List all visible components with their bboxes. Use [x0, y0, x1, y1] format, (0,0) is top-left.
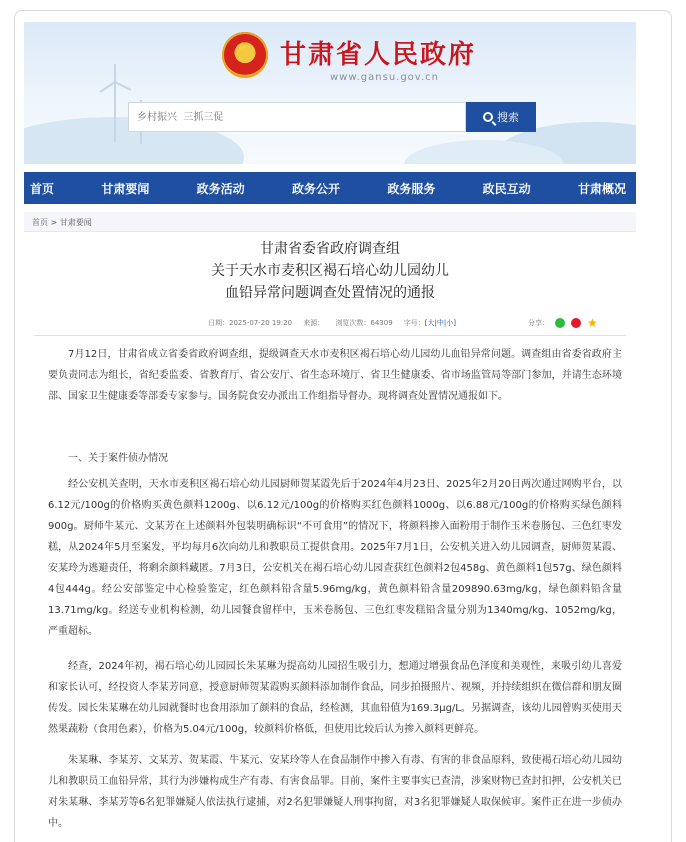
body-paragraph: 朱某琳、李某芳、文某芳、贺某霞、牛某元、安某玲等人在食品制作中掺入有毒、有害的非食品原料，致使褐石培心幼儿园幼儿和教职员工血铅异常，其行为涉嫌构成生产有毒、有害食品罪。目前，案件主要事实已查清，涉案财物已查封扣押，公安机关已对朱某琳、李某芳等6名犯罪嫌疑人依法执行逮捕，对2名犯罪嫌疑人刑事拘留，对3名犯罪嫌疑人取保候审。案件正在进一步侦办中。: [48, 755, 622, 829]
intro-paragraph: 7月12日，甘肃省成立省委省政府调查组，提级调查天水市麦积区褐石培心幼儿园幼儿血铅异常问题。调查组由省委省政府主要负责同志为组长，省纪委监委、省教育厅、省公安厅、省生态环境厅、省卫生健康委、省市场监管局等部门参加，并请生态环境部、国家卫生健康委等部委专家参与。国务院食安办派出工作组指导督办。现将调查处置情况通报如下。: [48, 349, 622, 402]
font-size-medium[interactable]: 中: [436, 319, 444, 327]
article-meta: [24, 314, 636, 334]
wechat-icon[interactable]: [555, 318, 565, 328]
font-size-small[interactable]: 小: [446, 319, 454, 327]
nav-item-government-services[interactable]: 政务服务: [387, 181, 436, 196]
share-bar: [528, 318, 598, 328]
search-button[interactable]: [466, 102, 536, 132]
nav-item-government-activities[interactable]: 政务活动: [196, 181, 245, 196]
body-paragraph: 经查，2024年初，褐石培心幼儿园园长朱某琳为提高幼儿园招生吸引力，想通过增强食品色泽度和美观性，来吸引幼儿喜爱和家长认可，经投资人李某芳同意，授意厨师贺某霞购买颜料添加制作食品，同步拍摄照片、视频，并持续组织在微信群和朋友圈传发。园长朱某琳在幼儿园就餐时也食用添加了颜料的食品，经检测，其血铅值为169.3μg/L。另据调查，该幼儿园曾购买使用天然果蔬粉（食用色素），价格为5.04元/100g，较颜料价格低，但使用比较后认为掺入颜料更鲜亮。: [48, 661, 622, 735]
publish-date: 日期：2025-07-20 19:20: [208, 319, 293, 327]
nav-item-government-disclosure[interactable]: 政务公开: [291, 181, 340, 196]
article-info: 日期：2025-07-20 19:20 来源： 浏览次数：64309 字号：[大|中|小]: [208, 319, 456, 327]
site-title[interactable]: 甘肃省人民政府: [280, 40, 477, 70]
article-title: [24, 238, 636, 304]
article-source: 来源：: [303, 319, 325, 327]
view-count: 浏览次数：64309: [335, 319, 393, 327]
search-button-label: 搜索: [497, 111, 519, 124]
nav-item-gansu-overview[interactable]: 甘肃概况: [577, 181, 626, 196]
section-heading: 一、关于案件侦办情况: [68, 453, 168, 464]
nav-item-gansu-news[interactable]: 甘肃要闻: [101, 181, 150, 196]
body-paragraph: 经公安机关查明，天水市麦积区褐石培心幼儿园厨师贺某霞先后于2024年4月23日、2025年2月20日两次通过网购平台，以6.12元/100g的价格购买黄色颜料1200g、以6.12元/100g的价格购买红色颜料1000g、以6.88元/100g的价格购买绿色颜料900g。厨师牛某元、文某芳在上述颜料外包装明确标识“不可食用”的情况下，将颜料掺入面粉用于制作玉米卷肠包、三色红枣发糕，从2024年5月至案发，平均每月6次向幼儿和教职员工提供食用。2025年7月1日，公安机关进入幼儿园调查，厨师贺某霞、安某玲为逃避责任，将剩余颜料藏匿。7月3日，公安机关在褐石培心幼儿园查获红色颜料2包458g、黄色颜料1包57g、绿色颜料4包444g。经公安部鉴定中心检验鉴定，红色颜料铅含量5.96mg/kg，黄色颜料铅含量209890.63mg/kg，绿色颜料铅含量13.71mg/kg。经送专业机构检测，幼儿园餐食留样中，玉米卷肠包、三色红枣发糕铅含量分别为1340mg/kg、1052mg/kg，严重超标。: [48, 479, 622, 637]
breadcrumb[interactable]: 首页 > 甘肃要闻: [24, 212, 636, 232]
search-icon: [483, 112, 493, 122]
article-title-line: 关于天水市麦积区褐石培心幼儿园幼儿: [211, 263, 449, 279]
site-url: www.gansu.gov.cn: [330, 72, 439, 83]
font-size-large[interactable]: 大: [427, 319, 435, 327]
turbine-blades-icon: [96, 62, 136, 102]
main-nav: [24, 172, 636, 204]
nav-item-public-interaction[interactable]: 政民互动: [482, 181, 531, 196]
search-input[interactable]: [129, 103, 465, 131]
font-size-label: 字号：: [403, 319, 425, 327]
article-title-line: 甘肃省委省政府调查组: [260, 241, 400, 257]
search-box: [128, 102, 466, 132]
national-emblem-icon: ★: [222, 32, 268, 78]
weibo-icon[interactable]: [571, 318, 581, 328]
article-title-line: 血铅异常问题调查处置情况的通报: [225, 285, 435, 301]
share-label: 分享：: [528, 319, 549, 327]
favorite-star-icon[interactable]: ★: [587, 316, 598, 330]
nav-item-home[interactable]: 首页: [30, 181, 55, 196]
header-banner: [24, 22, 636, 164]
divider: [34, 335, 626, 336]
